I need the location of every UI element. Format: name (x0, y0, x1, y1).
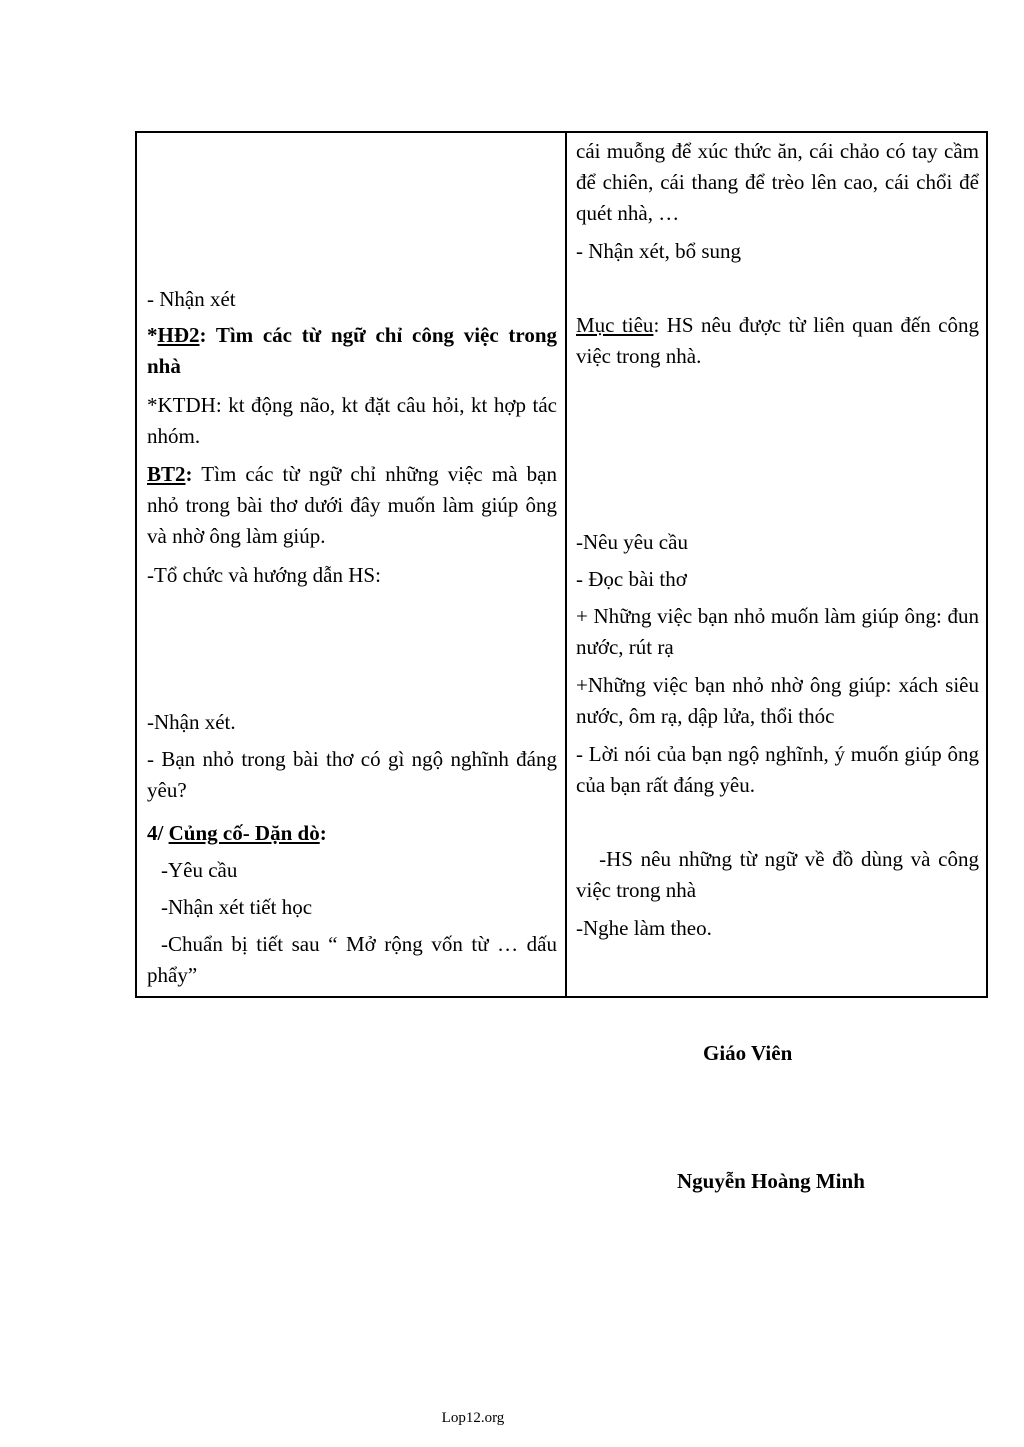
bt2-paragraph (147, 459, 557, 552)
signature-name: Nguyễn Hoàng Minh (677, 1169, 865, 1193)
muc-tieu-text: : HS nêu được từ liên quan đến công việc trong nhà. (576, 313, 979, 368)
nhan-xet-tiet-text: -Nhận xét tiết học (161, 895, 313, 919)
neu-yeu-cau: -Nêu yêu cầu (576, 530, 688, 554)
muc-tieu-paragraph (576, 310, 979, 372)
nhan-xet-2: -Nhận xét. (147, 710, 236, 734)
teacher-activities-column (137, 133, 567, 996)
bt2-label: BT2 (147, 462, 186, 486)
section-4-heading (147, 818, 557, 849)
lesson-plan-table (135, 131, 988, 998)
nhan-xet-1: - Nhận xét (147, 287, 236, 311)
bt2-colon: : (185, 462, 193, 486)
loi-noi: - Lời nói của bạn ngộ nghĩnh, ý muốn giúp ông của bạn rất đáng yêu. (576, 742, 979, 797)
nhan-xet-bo-sung: - Nhận xét, bổ sung (576, 239, 742, 263)
student-activities-column (567, 133, 986, 996)
question-text: - Bạn nhỏ trong bài thơ có gì ngộ nghĩnh đáng yêu? (147, 747, 557, 802)
yeu-cau-text: -Yêu cầu (161, 858, 238, 882)
footer-source: Lop12.org (441, 1410, 505, 1426)
muc-tieu-label: Mục tiêu (576, 313, 654, 337)
viec-nho-ong: +Những việc bạn nhỏ nhờ ông giúp: xách siêu nước, ôm rạ, dập lửa, thổi thóc (576, 673, 979, 728)
hd2-prefix: * (147, 323, 158, 347)
examples-text: cái muỗng để xúc thức ăn, cái chảo có tay cầm để chiên, cái thang để trèo lên cao, cái chổi để quét nhà, … (576, 139, 979, 225)
hd2-text: : Tìm các từ ngữ chỉ công việc trong nhà (147, 323, 557, 378)
ktdh-text: *KTDH: kt động não, kt đặt câu hỏi, kt hợp tác nhóm. (147, 393, 557, 448)
section-4-colon: : (319, 821, 327, 845)
activity-hd2-heading (147, 320, 557, 382)
hs-neu: -HS nêu những từ ngữ về đồ dùng và công việc trong nhà (576, 847, 985, 902)
section-4-number: 4/ (147, 821, 169, 845)
signature-role: Giáo Viên (703, 1041, 793, 1065)
doc-bai-tho: - Đọc bài thơ (576, 567, 687, 591)
chuan-bi-text: -Chuẩn bị tiết sau “ Mở rộng vốn từ … dấu phẩy” (147, 932, 557, 987)
to-chuc-text: -Tổ chức và hướng dẫn HS: (147, 563, 381, 587)
bt2-text: Tìm các từ ngữ chỉ những việc mà bạn nhỏ trong bài thơ dưới đây muốn làm giúp ông và nhờ ông làm giúp. (147, 462, 557, 548)
hd2-label: HĐ2 (157, 323, 200, 347)
viec-giup-ong: + Những việc bạn nhỏ muốn làm giúp ông: đun nước, rút rạ (576, 604, 979, 659)
section-4-label: Củng cố- Dặn dò (168, 821, 320, 845)
nghe-lam-theo: -Nghe làm theo. (576, 916, 712, 940)
